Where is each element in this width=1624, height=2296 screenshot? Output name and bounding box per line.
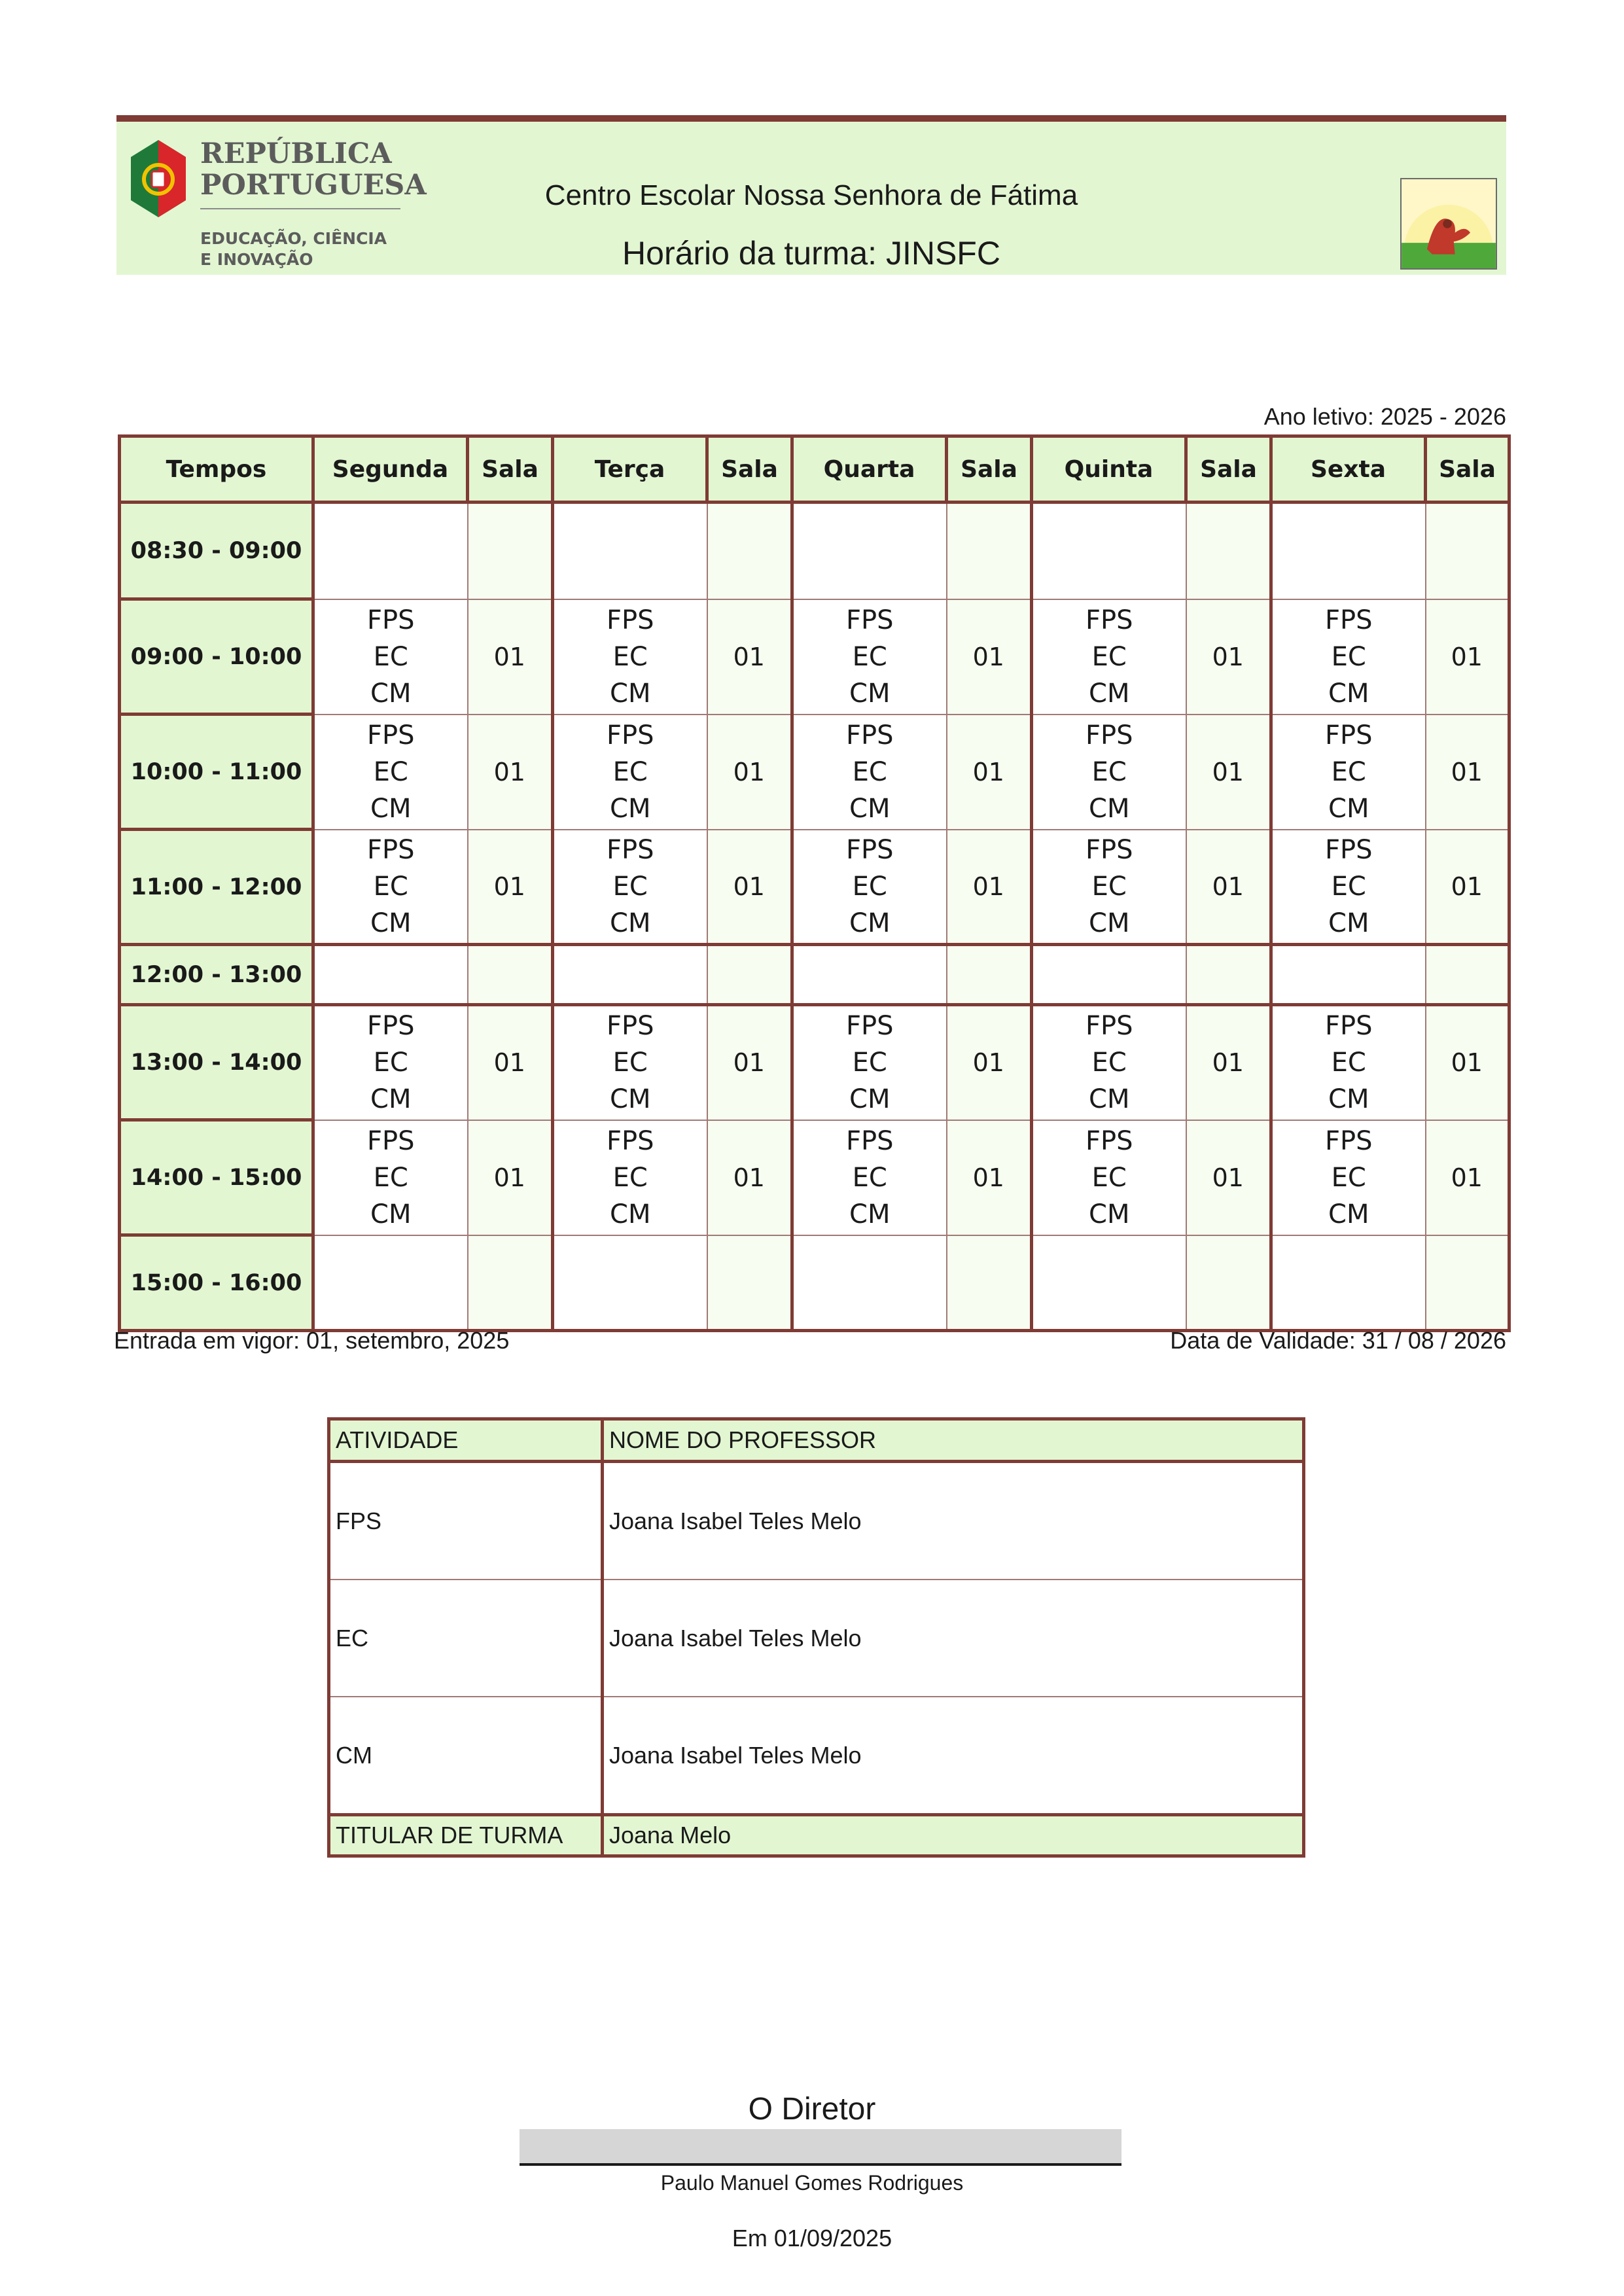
school-name: Centro Escolar Nossa Senhora de Fátima [544, 179, 1078, 211]
logo-line-1: REPÚBLICA [200, 137, 392, 170]
teacher-row [329, 1462, 1304, 1580]
activity-cell [313, 599, 468, 715]
activity-code: FPS [1324, 1011, 1373, 1042]
activity-code: FPS [1085, 1125, 1133, 1156]
teacher-row [329, 1580, 1304, 1697]
activity-code: FPS [1085, 1011, 1133, 1042]
room-cell: 01 [947, 599, 1032, 715]
activity-cell [313, 945, 468, 1005]
activity-code: FPS [606, 720, 654, 751]
room-cell: 01 [1186, 715, 1271, 830]
signature-line [520, 2129, 1121, 2166]
activity-cell [1032, 830, 1186, 945]
activity-code: EC [1331, 641, 1366, 672]
activity-code: EC [1331, 1162, 1366, 1193]
activity-cell [553, 1235, 707, 1331]
activity-cell [1032, 715, 1186, 830]
header-sala: Sala [468, 436, 553, 503]
time-slot: 15:00 - 16:00 [120, 1235, 313, 1331]
activity-code: FPS [1324, 834, 1373, 865]
header-day: Terça [553, 436, 707, 503]
header-sala: Sala [947, 436, 1032, 503]
activity-code: EC [612, 756, 648, 787]
activity-code: FPS [845, 1011, 894, 1042]
teacher-name: NOME DO PROFESSOR [603, 1419, 1304, 1462]
activity-code: FPS [1324, 1125, 1373, 1156]
activity-cell [1271, 1120, 1426, 1235]
validity-end: Data de Validade: 31 / 08 / 2026 [1170, 1327, 1506, 1354]
room-cell: 01 [707, 599, 792, 715]
activity-code: FPS [366, 1125, 415, 1156]
activity-code: EC [852, 641, 887, 672]
activity-code: CM [1089, 793, 1130, 824]
activity-code: CM [849, 793, 891, 824]
activity-code: CM [1328, 908, 1369, 938]
logo-subtitle-2: E INOVAÇÃO [200, 250, 313, 269]
activity-name: ATIVIDADE [329, 1419, 603, 1462]
room-cell [1186, 1235, 1271, 1331]
activity-code: FPS [1085, 834, 1133, 865]
activity-code: CM [1328, 678, 1369, 709]
activity-code: EC [1331, 756, 1366, 787]
activity-cell [313, 1120, 468, 1235]
activity-code: EC [852, 871, 887, 902]
activity-cell [1271, 599, 1426, 715]
timetable-row [120, 1235, 1509, 1331]
activity-cell [1032, 1235, 1186, 1331]
activity-code: EC [1091, 641, 1127, 672]
room-cell [707, 1235, 792, 1331]
activity-cell [792, 1005, 947, 1120]
room-cell [1426, 1235, 1509, 1331]
time-slot: 14:00 - 15:00 [120, 1120, 313, 1235]
activity-cell [313, 1235, 468, 1331]
room-cell: 01 [468, 830, 553, 945]
time-slot: 12:00 - 13:00 [120, 945, 313, 1005]
activity-cell [792, 830, 947, 945]
activity-cell [1032, 503, 1186, 599]
activity-code: CM [849, 1084, 891, 1115]
time-slot: 09:00 - 10:00 [120, 599, 313, 715]
activity-code: EC [612, 641, 648, 672]
header-day: Segunda [313, 436, 468, 503]
activity-name: EC [329, 1580, 603, 1697]
activity-code: EC [1091, 1048, 1127, 1078]
room-cell: 01 [468, 1120, 553, 1235]
activity-code: EC [612, 871, 648, 902]
activity-cell [313, 715, 468, 830]
activity-code: CM [849, 908, 891, 938]
activity-cell [792, 715, 947, 830]
room-cell: 01 [707, 1005, 792, 1120]
activity-code: EC [1331, 871, 1366, 902]
activity-code: CM [1328, 793, 1369, 824]
header-day: Quarta [792, 436, 947, 503]
activity-code: FPS [1085, 720, 1133, 751]
activity-cell [553, 599, 707, 715]
room-cell [1426, 503, 1509, 599]
activity-code: FPS [606, 1125, 654, 1156]
teacher-name: Joana Isabel Teles Melo [603, 1580, 1304, 1697]
activity-code: FPS [366, 720, 415, 751]
header-sala: Sala [707, 436, 792, 503]
timetable-row [120, 1005, 1509, 1120]
activity-cell [792, 945, 947, 1005]
activity-code: FPS [1085, 605, 1133, 635]
header-day: Quinta [1032, 436, 1186, 503]
activity-cell [792, 1120, 947, 1235]
activity-code: EC [1331, 1048, 1366, 1078]
room-cell: 01 [1426, 1120, 1509, 1235]
activity-code: FPS [845, 720, 894, 751]
room-cell [707, 945, 792, 1005]
teacher-name: Joana Melo [603, 1815, 1304, 1856]
room-cell: 01 [1426, 1005, 1509, 1120]
room-cell: 01 [1426, 830, 1509, 945]
document-header [116, 115, 1506, 275]
activity-code: CM [1089, 678, 1130, 709]
teachers-table [327, 1417, 1305, 1858]
activity-cell [792, 599, 947, 715]
room-cell: 01 [1186, 830, 1271, 945]
time-slot: 08:30 - 09:00 [120, 503, 313, 599]
timetable-row [120, 599, 1509, 715]
activity-cell [1271, 1005, 1426, 1120]
activity-code: CM [1089, 1084, 1130, 1115]
header-sala: Sala [1186, 436, 1271, 503]
activity-code: CM [370, 1084, 412, 1115]
activity-code: CM [849, 1199, 891, 1229]
signature-date: Em 01/09/2025 [732, 2225, 892, 2252]
director-title: O Diretor [748, 2092, 876, 2127]
activity-code: FPS [366, 834, 415, 865]
room-cell: 01 [947, 830, 1032, 945]
room-cell [947, 503, 1032, 599]
activity-cell [553, 715, 707, 830]
activity-cell [313, 503, 468, 599]
room-cell: 01 [1186, 1120, 1271, 1235]
activity-cell [313, 1005, 468, 1120]
room-cell: 01 [707, 715, 792, 830]
activity-code: EC [1091, 871, 1127, 902]
validity-start: Entrada em vigor: 01, setembro, 2025 [114, 1327, 510, 1354]
activity-cell [1271, 503, 1426, 599]
activity-code: EC [852, 756, 887, 787]
activity-cell [553, 830, 707, 945]
activity-code: EC [373, 641, 408, 672]
room-cell [1426, 945, 1509, 1005]
activity-name: CM [329, 1697, 603, 1815]
activity-code: EC [1091, 1162, 1127, 1193]
room-cell: 01 [468, 1005, 553, 1120]
activity-cell [553, 503, 707, 599]
activity-code: EC [373, 756, 408, 787]
activity-cell [1032, 945, 1186, 1005]
activity-code: CM [610, 1084, 651, 1115]
activity-code: CM [1089, 1199, 1130, 1229]
room-cell: 01 [1426, 715, 1509, 830]
activity-code: CM [610, 1199, 651, 1229]
activity-code: CM [1328, 1199, 1369, 1229]
teacher-row [329, 1697, 1304, 1815]
activity-cell [553, 1005, 707, 1120]
activity-code: CM [370, 678, 412, 709]
activity-code: EC [373, 1162, 408, 1193]
timetable-row [120, 715, 1509, 830]
room-cell: 01 [1186, 1005, 1271, 1120]
timetable-row [120, 830, 1509, 945]
activity-cell [1271, 830, 1426, 945]
time-slot: 10:00 - 11:00 [120, 715, 313, 830]
room-cell: 01 [707, 1120, 792, 1235]
activity-code: CM [370, 793, 412, 824]
activity-code: EC [612, 1162, 648, 1193]
activity-code: FPS [1324, 605, 1373, 635]
activity-cell [1271, 945, 1426, 1005]
activity-code: FPS [845, 1125, 894, 1156]
room-cell [1186, 945, 1271, 1005]
room-cell: 01 [947, 1120, 1032, 1235]
room-cell [947, 1235, 1032, 1331]
room-cell: 01 [1426, 599, 1509, 715]
school-year-label: Ano letivo: 2025 - 2026 [1263, 403, 1506, 430]
activity-code: FPS [366, 1011, 415, 1042]
director-name: Paulo Manuel Gomes Rodrigues [660, 2171, 964, 2195]
header-day: Sexta [1271, 436, 1426, 503]
room-cell: 01 [947, 715, 1032, 830]
timetable-row [120, 945, 1509, 1005]
activity-code: EC [852, 1162, 887, 1193]
activity-code: CM [610, 678, 651, 709]
room-cell: 01 [468, 599, 553, 715]
activity-cell [1032, 1120, 1186, 1235]
room-cell [468, 945, 553, 1005]
activity-code: EC [373, 1048, 408, 1078]
room-cell: 01 [1186, 599, 1271, 715]
activity-name: FPS [329, 1462, 603, 1580]
activity-cell [1032, 599, 1186, 715]
room-cell [947, 945, 1032, 1005]
activity-code: FPS [845, 605, 894, 635]
school-emblem-icon [1400, 178, 1497, 270]
teacher-name: Joana Isabel Teles Melo [603, 1462, 1304, 1580]
activity-cell [792, 503, 947, 599]
teacher-name: Joana Isabel Teles Melo [603, 1697, 1304, 1815]
activity-code: EC [1091, 756, 1127, 787]
activity-cell [1032, 1005, 1186, 1120]
activity-cell [553, 945, 707, 1005]
activity-cell [313, 830, 468, 945]
time-slot: 11:00 - 12:00 [120, 830, 313, 945]
timetable-row [120, 503, 1509, 599]
activity-code: EC [612, 1048, 648, 1078]
class-holder-row [329, 1815, 1304, 1856]
activity-code: FPS [606, 834, 654, 865]
activity-code: FPS [606, 1011, 654, 1042]
room-cell [707, 503, 792, 599]
class-title: Horário da turma: JINSFC [622, 235, 1000, 272]
logo-line-2: PORTUGUESA [200, 169, 427, 202]
activity-code: EC [852, 1048, 887, 1078]
activity-cell [1271, 1235, 1426, 1331]
activity-cell [553, 1120, 707, 1235]
time-slot: 13:00 - 14:00 [120, 1005, 313, 1120]
activity-cell [1271, 715, 1426, 830]
activity-code: CM [370, 908, 412, 938]
activity-name: TITULAR DE TURMA [329, 1815, 603, 1856]
room-cell [468, 503, 553, 599]
activity-code: FPS [366, 605, 415, 635]
timetable-row [120, 1120, 1509, 1235]
activity-code: CM [610, 908, 651, 938]
room-cell [1186, 503, 1271, 599]
activity-code: CM [1328, 1084, 1369, 1115]
activity-code: CM [370, 1199, 412, 1229]
activity-code: CM [610, 793, 651, 824]
activity-code: EC [373, 871, 408, 902]
room-cell: 01 [468, 715, 553, 830]
timetable-header-row [120, 436, 1509, 503]
activity-code: FPS [845, 834, 894, 865]
activity-code: FPS [606, 605, 654, 635]
activity-code: CM [849, 678, 891, 709]
activity-cell [792, 1235, 947, 1331]
teachers-header-row [329, 1419, 1304, 1462]
header-sala: Sala [1426, 436, 1509, 503]
room-cell: 01 [707, 830, 792, 945]
timetable [118, 434, 1511, 1332]
activity-code: CM [1089, 908, 1130, 938]
logo-subtitle-1: EDUCAÇÃO, CIÊNCIA [200, 229, 387, 248]
room-cell [468, 1235, 553, 1331]
activity-code: FPS [1324, 720, 1373, 751]
room-cell: 01 [947, 1005, 1032, 1120]
header-tempos: Tempos [120, 436, 313, 503]
